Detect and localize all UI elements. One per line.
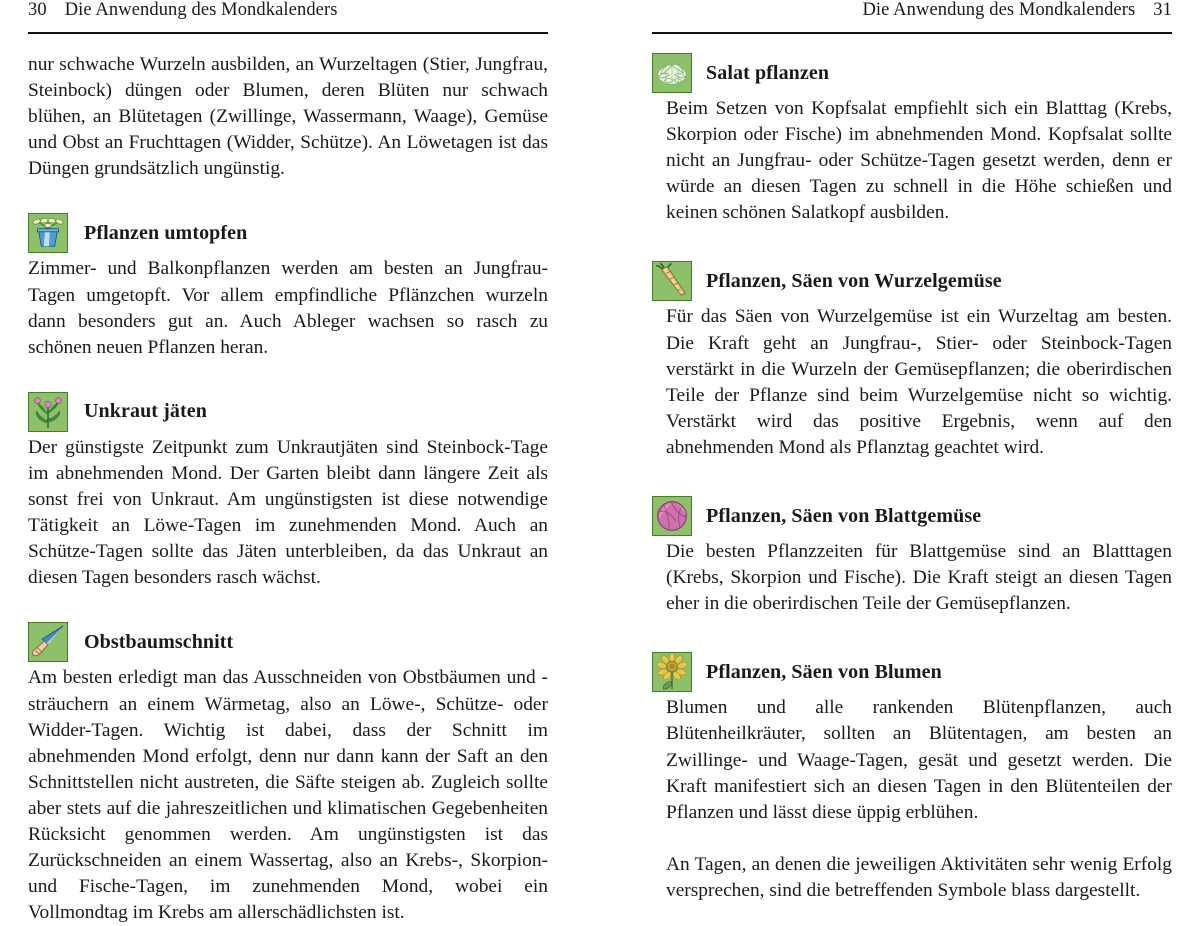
pruning-knife-icon (28, 622, 68, 662)
spacer (28, 591, 548, 621)
running-title-left: Die Anwendung des Mondkalenders (64, 0, 338, 20)
intro-paragraph: nur schwache Wurzeln ausbilden, an Wurzeltagen (Stier, Jungfrau, Steinbock) düngen oder Blumen, deren Blüten nur schwach blühen, an Blütetagen (Zwillinge, Wassermann, Waage), Gemüse und Obst an Fruchttagen (Widder, Schütze). An Löwetagen ist das Düngen grundsätzlich ungünstig. (28, 54, 548, 180)
section-title: Obstbaumschnitt (84, 630, 234, 653)
column-right (652, 38, 1172, 904)
folio-number-left: 30 (28, 0, 47, 20)
running-head-left (28, 0, 548, 38)
lettuce-icon (652, 53, 692, 93)
section-title: Pflanzen, Säen von Blattgemüse (706, 504, 982, 527)
section-title: Pflanzen umtopfen (84, 221, 248, 244)
page-left (0, 0, 600, 924)
page-right (600, 0, 1200, 900)
thistle-weed-icon (28, 392, 68, 432)
section-heading-salat-pflanzen (652, 52, 1172, 94)
spacer (28, 361, 548, 391)
section-body-unkraut-jaeten: Der günstigste Zeitpunkt zum Unkrautjäten sind Steinbock-Tage im abnehmenden Mond. Der Garten bleibt dann längere Zeit als sonst frei von Unkraut. Am ungünstigsten ist diese notwendige Tätigkeit an Löwe-Tagen im zunehmenden Mond. Auch an Schütze-Tagen sollte das Jäten unterbleiben, da das Unkraut an diesen Tagen besonders rasch wächst. (28, 436, 548, 589)
folio-number-right: 31 (1153, 0, 1172, 20)
section-title: Pflanzen, Säen von Wurzelgemüse (706, 269, 1002, 292)
section-heading-blattgemuese (652, 495, 1172, 537)
red-cabbage-icon (652, 496, 692, 536)
running-title-right: Die Anwendung des Mondkalenders (862, 0, 1136, 20)
header-rule-left (28, 32, 548, 34)
section-body-blumen: Blumen und alle rankenden Blütenpflanzen, auch Blütenheilkräuter, sollten an Blütentagen, am besten an Zwillinge- und Waage-Tagen, gesät und gesetzt werden. Die Kraft manifestiert sich an diesen Tagen in den Blütenteilen der Pflanzen und lässt diese üppig erblühen. (666, 697, 1172, 823)
section-body-obstbaumschnitt: Am besten erledigt man das Ausschneiden von Obstbäumen und -sträuchern an einem Wärmetag, also an Löwe-, Schütze- oder Widder-Tagen. Wichtig ist dabei, dass der Schnitt im abnehmenden Mond erfolgt, denn nur dann kann der Saft an den Schnittstellen nicht austreten, die Säfte steigen ab. Zugleich sollte aber stets auf die jahreszeitlichen und klimatischen Gegebenheiten Rücksicht genommen werden. Am ungünstigsten ist das Zurückschneiden an einem Wassertag, also an Krebs-, Skorpion- und Fische-Tagen, im zunehmenden Mond, wobei ein Vollmondtag im Krebs am allerschädlichsten ist. (28, 667, 548, 924)
section-heading-pflanzen-umtopfen (28, 212, 548, 254)
section-title: Salat pflanzen (706, 61, 830, 84)
spacer (652, 826, 1172, 852)
column-left (28, 38, 548, 926)
section-heading-obstbaumschnitt (28, 621, 548, 663)
running-head-right (652, 0, 1172, 38)
spacer (652, 461, 1172, 495)
section-heading-wurzelgemuese (652, 260, 1172, 302)
spacer (28, 182, 548, 212)
section-body-pflanzen-umtopfen: Zimmer- und Balkonpflanzen werden am besten an Jungfrau-Tagen umgetopft. Vor allem empfindliche Pflänzchen wurzeln dann besonders gut an. Auch Ableger wachsen so rasch zu schönen neuen Pflanzen heran. (28, 258, 548, 358)
flowerpot-icon (28, 213, 68, 253)
spacer (652, 617, 1172, 651)
header-rule-right (652, 32, 1172, 34)
sunflower-icon (652, 652, 692, 692)
section-heading-blumen (652, 651, 1172, 693)
section-title: Unkraut jäten (84, 400, 207, 423)
spacer (652, 226, 1172, 260)
carrot-icon (652, 261, 692, 301)
section-body-wurzelgemuese: Für das Säen von Wurzelgemüse ist ein Wurzeltag am besten. Die Kraft geht an Jungfrau-, Stier- oder Steinbock-Tagen verstärkt in die Wurzeln der Gemüsepflanzen; die oberirdischen Teile der Pflanze sind beim Wurzelgemüse nicht so wichtig. Verstärkt wird das positive Ergebnis, wenn auf den abnehmenden Mond als Pflanztag geachtet wird. (666, 306, 1172, 458)
section-title: Pflanzen, Säen von Blumen (706, 660, 942, 683)
section-body-salat-pflanzen: Beim Setzen von Kopfsalat empfiehlt sich ein Blatttag (Krebs, Skorpion oder Fische) im abnehmenden Mond. Kopfsalat sollte nicht an Jungfrau- oder Schütze-Tagen gesetzt werden, denn er würde an diesen Tagen zu schnell in die Höhe schießen und keinen schönen Salatkopf ausbilden. (666, 98, 1172, 224)
section-heading-unkraut-jaeten (28, 391, 548, 433)
closing-paragraph: An Tagen, an denen die jeweiligen Aktivitäten sehr wenig Erfolg versprechen, sind die betreffenden Symbole blass dargestellt. (666, 853, 1172, 901)
section-body-blattgemuese: Die besten Pflanzzeiten für Blattgemüse sind an Blatttagen (Krebs, Skorpion und Fische). Die Kraft steigt an diesen Tagen eher in die oberirdischen Teile der Gemüsepflanzen. (666, 541, 1172, 615)
